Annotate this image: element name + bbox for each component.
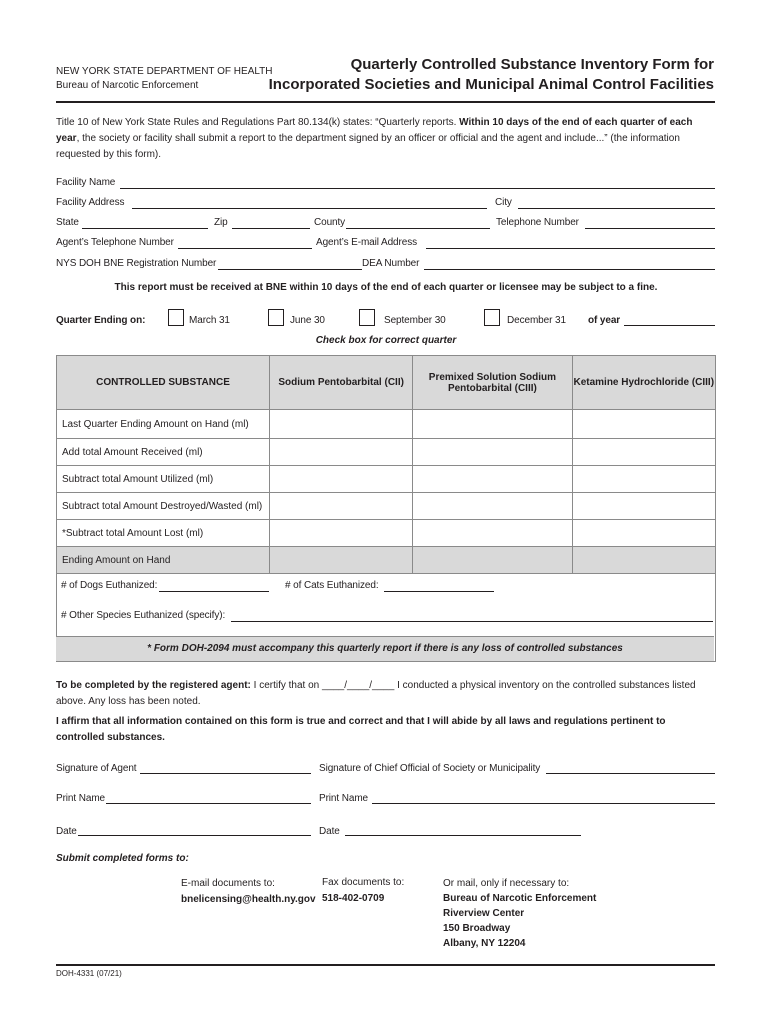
agent-email-label: Agent’s E-mail Address: [316, 237, 417, 248]
row-label-lost: *Subtract total Amount Lost (ml): [57, 520, 270, 547]
other-species-field[interactable]: [231, 621, 713, 622]
dea-number-label: DEA Number: [362, 258, 420, 269]
fax-label: Fax documents to:: [322, 877, 405, 888]
mail-label: Or mail, only if necessary to:: [443, 878, 570, 889]
facility-address-field[interactable]: [132, 208, 487, 209]
fax-number: 518-402-0709: [322, 893, 385, 904]
inventory-table: [56, 355, 716, 574]
signature-agent-label: Signature of Agent: [56, 763, 137, 774]
form-title-line1: Quarterly Controlled Substance Inventory Form for: [350, 56, 714, 73]
bureau-name: Bureau of Narcotic Enforcement: [56, 80, 199, 91]
signature-chief-label: Signature of Chief Official of Society or Municipality: [319, 763, 541, 774]
city-field[interactable]: [518, 208, 715, 209]
print-name2-label: Print Name: [319, 793, 369, 804]
footer-rule: [56, 964, 715, 966]
table-row: [57, 493, 716, 520]
quarter-march-label: March 31: [189, 315, 230, 326]
print-name2-field[interactable]: [372, 803, 715, 804]
row-label-ending: Ending Amount on Hand: [57, 547, 270, 574]
cell-input[interactable]: [572, 410, 715, 439]
other-species-label: # Other Species Euthanized (specify):: [61, 610, 226, 621]
dogs-euthanized-field[interactable]: [159, 591, 269, 592]
header-premixed-solution: Premixed Solution Sodium Pentobarbital (CIII): [413, 356, 572, 410]
cell-input[interactable]: [572, 466, 715, 493]
header-rule: [56, 101, 715, 103]
cell-input[interactable]: [413, 493, 572, 520]
table-row: [57, 466, 716, 493]
cats-euthanized-label: # of Cats Euthanized:: [285, 580, 379, 591]
facility-name-label: Facility Name: [56, 177, 116, 188]
quarter-march-checkbox[interactable]: [168, 309, 184, 326]
row-label-received: Add total Amount Received (ml): [57, 439, 270, 466]
city-label: City: [495, 197, 512, 208]
agent-phone-label: Agent’s Telephone Number: [56, 237, 174, 248]
agent-cert-bold: To be completed by the registered agent:: [56, 680, 251, 691]
submit-heading: Submit completed forms to:: [56, 853, 189, 864]
agent-email-field[interactable]: [426, 248, 715, 249]
date-field[interactable]: [78, 835, 311, 836]
cell-input[interactable]: [413, 439, 572, 466]
county-field[interactable]: [346, 228, 490, 229]
quarter-ending-label: Quarter Ending on:: [56, 315, 146, 326]
quarter-september-label: September 30: [384, 315, 446, 326]
cell-input[interactable]: [270, 410, 413, 439]
cell-input[interactable]: [413, 466, 572, 493]
state-label: State: [56, 217, 79, 228]
form-number: DOH-4331 (07/21): [56, 969, 122, 978]
quarter-hint: Check box for correct quarter: [315, 335, 457, 346]
email-label: E-mail documents to:: [181, 878, 275, 889]
quarter-june-checkbox[interactable]: [268, 309, 284, 326]
date2-label: Date: [319, 826, 340, 837]
header-sodium-pentobarbital: Sodium Pentobarbital (CII): [270, 356, 413, 410]
bne-registration-label: NYS DOH BNE Registration Number: [56, 258, 217, 269]
row-label-utilized: Subtract total Amount Utilized (ml): [57, 466, 270, 493]
affirmation: I affirm that all information contained on this form is true and correct and that I will abide by all laws and regulations pertinent to controlled substances.: [56, 716, 666, 743]
quarter-june-label: June 30: [290, 315, 325, 326]
bne-registration-field[interactable]: [218, 269, 362, 270]
row-label-last-quarter: Last Quarter Ending Amount on Hand (ml): [57, 410, 270, 439]
header-ketamine: Ketamine Hydrochloride (CIII): [572, 356, 715, 410]
intro-text-bold: Within 10 days of the end of each quarter of each year: [56, 117, 693, 144]
cell-input[interactable]: [572, 439, 715, 466]
signature-agent-field[interactable]: [140, 773, 311, 774]
intro-text-b: , the society or facility shall submit a report to the department signed by an officer or official and the agent and include...” (the information requested by this form).: [56, 133, 680, 160]
dogs-euthanized-label: # of Dogs Euthanized:: [61, 580, 158, 591]
quarter-december-checkbox[interactable]: [484, 309, 500, 326]
county-label: County: [314, 217, 346, 228]
quarter-december-label: December 31: [507, 315, 566, 326]
mail-line: Riverview Center: [443, 908, 525, 919]
year-field[interactable]: [624, 325, 715, 326]
email-address[interactable]: bnelicensing@health.ny.gov: [181, 894, 316, 905]
table-row: [57, 520, 716, 547]
intro-paragraph: [56, 115, 716, 163]
intro-text-a: Title 10 of New York State Rules and Regulations Part 80.134(k) states: “Quarterly reports.: [56, 117, 460, 128]
facility-name-field[interactable]: [120, 188, 715, 189]
cell-input[interactable]: [270, 466, 413, 493]
facility-address-label: Facility Address: [56, 197, 125, 208]
department-name: NEW YORK STATE DEPARTMENT OF HEALTH: [56, 66, 273, 77]
zip-field[interactable]: [232, 228, 310, 229]
print-name-field[interactable]: [106, 803, 311, 804]
cell-input[interactable]: [413, 410, 572, 439]
cell-input[interactable]: [572, 520, 715, 547]
agent-certification: [56, 678, 696, 710]
telephone-field[interactable]: [585, 228, 715, 229]
cats-euthanized-field[interactable]: [384, 591, 494, 592]
cell-input[interactable]: [270, 439, 413, 466]
dea-number-field[interactable]: [424, 269, 715, 270]
of-year-label: of year: [588, 315, 621, 326]
zip-label: Zip: [214, 217, 228, 228]
mail-line: Albany, NY 12204: [443, 938, 526, 949]
table-row: [57, 439, 716, 466]
state-field[interactable]: [82, 228, 208, 229]
row-label-destroyed: Subtract total Amount Destroyed/Wasted (ml): [57, 493, 270, 520]
cell-input[interactable]: [572, 493, 715, 520]
agent-cert-text: I certify that on ____/____/____ I conducted a physical inventory on the controlled substances listed above. Any loss has been noted.: [56, 680, 696, 707]
cell-input[interactable]: [270, 520, 413, 547]
agent-phone-field[interactable]: [178, 248, 312, 249]
telephone-label: Telephone Number: [496, 217, 579, 228]
print-name-label: Print Name: [56, 793, 106, 804]
header-controlled-substance: CONTROLLED SUBSTANCE: [57, 356, 270, 410]
deadline-notice: This report must be received at BNE within 10 days of the end of each quarter or licensee may be subject to a fine.: [114, 282, 658, 293]
mail-line: 150 Broadway: [443, 923, 511, 934]
signature-chief-field[interactable]: [546, 773, 715, 774]
cell-input[interactable]: [270, 493, 413, 520]
table-row: [57, 410, 716, 439]
quarter-september-checkbox[interactable]: [359, 309, 375, 326]
form-title-line2: Incorporated Societies and Municipal Animal Control Facilities: [268, 76, 714, 93]
mail-line: Bureau of Narcotic Enforcement: [443, 893, 597, 904]
cell-input[interactable]: [413, 520, 572, 547]
date-label: Date: [56, 826, 77, 837]
loss-footnote: * Form DOH-2094 must accompany this quarterly report if there is any loss of controlled substances: [56, 636, 714, 662]
date2-field[interactable]: [345, 835, 581, 836]
